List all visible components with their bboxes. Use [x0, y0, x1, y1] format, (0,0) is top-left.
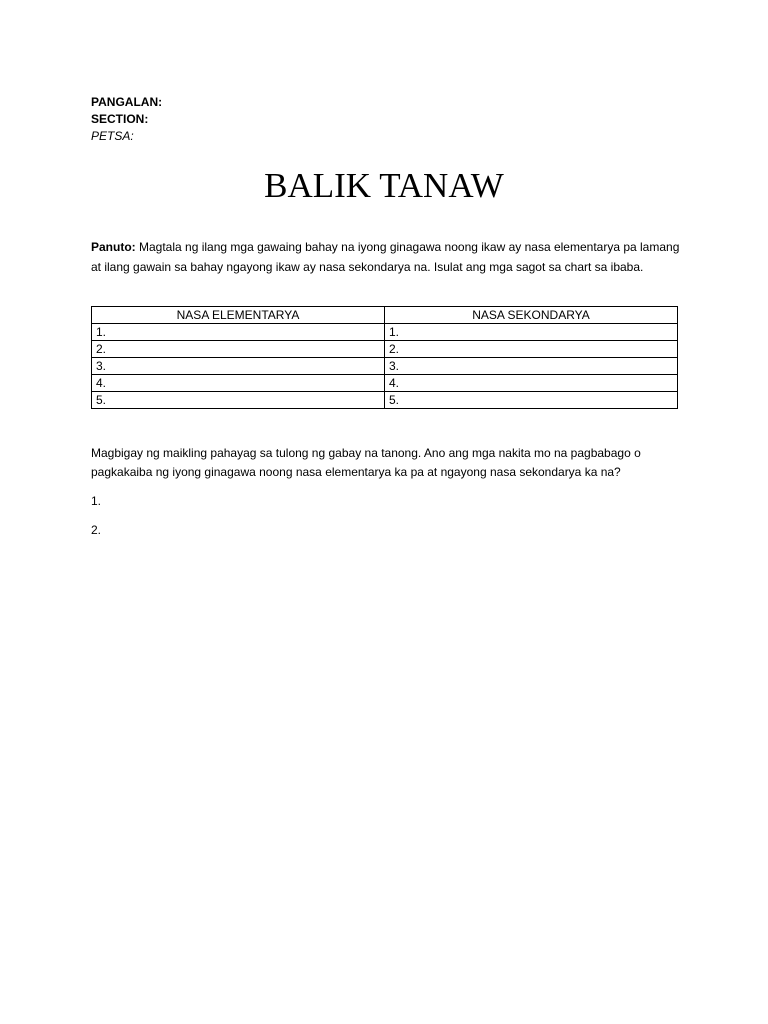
reflection-prompt: Magbigay ng maikling pahayag sa tulong ng gabay na tanong. Ano ang mga nakita mo na pagbabago o pagkakaiba ng iyong ginagawa noong nasa elementarya ka pa at ngayong nasa sekondarya ka na? [91, 446, 641, 479]
answer-chart [91, 306, 678, 409]
instructions-label: Panuto: [91, 240, 136, 254]
section-label: SECTION: [91, 112, 149, 126]
table-cell: 4. [385, 375, 678, 392]
column-header-sekondarya: NASA SEKONDARYA [385, 307, 678, 324]
table-row [92, 375, 678, 392]
table-cell: 4. [92, 375, 385, 392]
table-row [92, 358, 678, 375]
table-row [92, 324, 678, 341]
page-title: BALIK TANAW [264, 166, 504, 205]
table-cell: 3. [385, 358, 678, 375]
table-cell: 1. [92, 324, 385, 341]
date-label: PETSA: [91, 129, 134, 143]
column-header-elementarya: NASA ELEMENTARYA [92, 307, 385, 324]
table-cell: 1. [385, 324, 678, 341]
instructions [91, 238, 681, 277]
table-cell: 5. [385, 392, 678, 409]
table-row [92, 341, 678, 358]
table-cell: 5. [92, 392, 385, 409]
chart-header-row [92, 307, 678, 324]
answer-item-2: 2. [91, 523, 102, 537]
table-cell: 3. [92, 358, 385, 375]
instructions-text: Magtala ng ilang mga gawaing bahay na iyong ginagawa noong ikaw ay nasa elementarya pa lamang at ilang gawain sa bahay ngayong ikaw ay nasa sekondarya na. Isulat ang mga sagot sa chart sa ibaba. [91, 240, 680, 274]
name-label: PANGALAN: [91, 95, 163, 109]
table-cell: 2. [92, 341, 385, 358]
table-cell: 2. [385, 341, 678, 358]
answer-item-1: 1. [91, 494, 102, 508]
header-fields [91, 94, 162, 145]
table-row [92, 392, 678, 409]
